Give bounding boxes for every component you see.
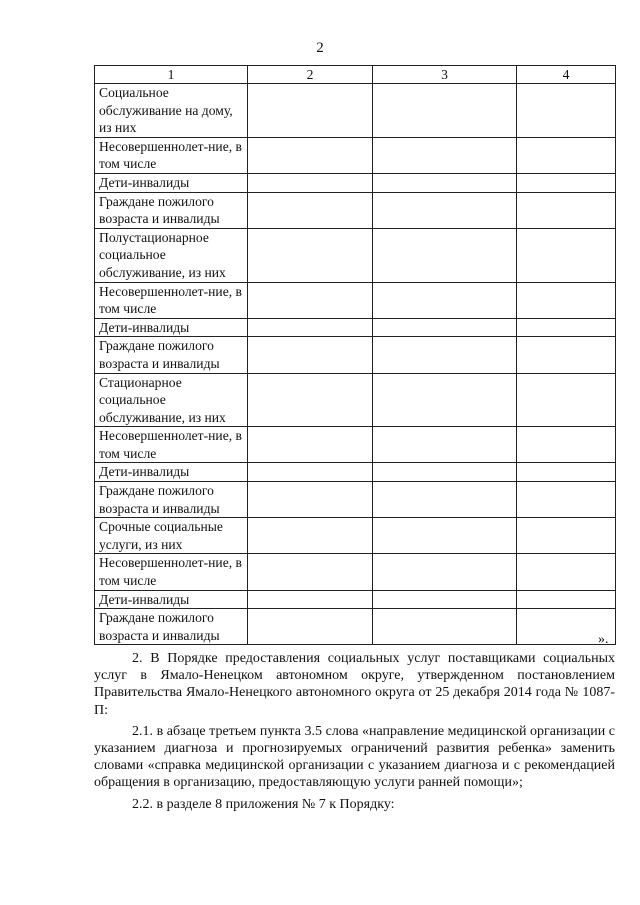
empty-cell-col-2 (248, 518, 373, 554)
row-label: Полустационарное социальное обслуживание, из них (95, 228, 248, 282)
table-row (95, 173, 616, 192)
empty-cell-col-3 (373, 373, 517, 427)
row-label: Дети-инвалиды (95, 590, 248, 609)
empty-cell-col-3 (373, 228, 517, 282)
empty-cell-col-2 (248, 463, 373, 482)
table-row (95, 427, 616, 463)
table-row (95, 590, 616, 609)
table-row (95, 337, 616, 373)
paragraph-2: 2. В Порядке предоставления социальных услуг поставщиками социальных услуг в Ямало-Ненецком автономном округе, утвержденном постановлением Правительства Ямало-Ненецкого автономного округа от 25 декабря 2014 года № 1087-П: (94, 651, 615, 718)
closing-quote: ». (598, 632, 609, 647)
empty-cell-col-2 (248, 318, 373, 337)
empty-cell-col-3 (373, 192, 517, 228)
empty-cell-col-3 (373, 609, 517, 645)
empty-cell-col-3 (373, 590, 517, 609)
empty-cell-col-2 (248, 192, 373, 228)
empty-cell-col-4 (517, 137, 616, 173)
table-row (95, 318, 616, 337)
column-header-3: 3 (373, 66, 517, 84)
table-row (95, 228, 616, 282)
table-row (95, 554, 616, 590)
empty-cell-col-4 (517, 590, 616, 609)
empty-cell-col-2 (248, 554, 373, 590)
empty-cell-col-2 (248, 427, 373, 463)
empty-cell-col-2 (248, 482, 373, 518)
services-table (94, 65, 616, 645)
column-header-2: 2 (248, 66, 373, 84)
paragraph-2-2: 2.2. в разделе 8 приложения № 7 к Порядку: (132, 796, 395, 812)
table-row (95, 518, 616, 554)
row-label: Несовершеннолет-ние, в том числе (95, 554, 248, 590)
empty-cell-col-4 (517, 518, 616, 554)
empty-cell-col-2 (248, 173, 373, 192)
empty-cell-col-4 (517, 554, 616, 590)
empty-cell-col-4 (517, 282, 616, 318)
column-header-1: 1 (95, 66, 248, 84)
table-row (95, 192, 616, 228)
table-row (95, 84, 616, 138)
row-label: Социальное обслуживание на дому, из них (95, 84, 248, 138)
empty-cell-col-4 (517, 318, 616, 337)
empty-cell-col-4 (517, 463, 616, 482)
row-label: Граждане пожилого возраста и инвалиды (95, 192, 248, 228)
empty-cell-col-3 (373, 463, 517, 482)
table-row (95, 373, 616, 427)
table-header-row (95, 66, 616, 84)
empty-cell-col-4 (517, 84, 616, 138)
row-label: Дети-инвалиды (95, 173, 248, 192)
empty-cell-col-2 (248, 84, 373, 138)
body-text (94, 650, 615, 817)
empty-cell-col-4 (517, 337, 616, 373)
table-row (95, 609, 616, 645)
empty-cell-col-2 (248, 337, 373, 373)
empty-cell-col-4 (517, 228, 616, 282)
row-label: Несовершеннолет-ние, в том числе (95, 282, 248, 318)
table-row (95, 137, 616, 173)
empty-cell-col-3 (373, 318, 517, 337)
empty-cell-col-4 (517, 427, 616, 463)
paragraph-2-1: 2.1. в абзаце третьем пункта 3.5 слова «направление медицинской организации с указанием диагноза и прогнозируемых ограничений развития ребенка» заменить словами «справка медицинской организации с указанием диагноза и с рекомендацией обращения в организацию, предоставляющую услуги ранней помощи»; (94, 723, 615, 791)
row-label: Несовершеннолет-ние, в том числе (95, 137, 248, 173)
row-label: Несовершеннолет-ние, в том числе (95, 427, 248, 463)
empty-cell-col-2 (248, 373, 373, 427)
page-number: 2 (316, 40, 324, 56)
empty-cell-col-3 (373, 282, 517, 318)
empty-cell-col-2 (248, 137, 373, 173)
row-label: Граждане пожилого возраста и инвалиды (95, 482, 248, 518)
empty-cell-col-3 (373, 84, 517, 138)
table-row (95, 482, 616, 518)
row-label: Дети-инвалиды (95, 463, 248, 482)
row-label: Граждане пожилого возраста и инвалиды (95, 337, 248, 373)
column-header-4: 4 (517, 66, 616, 84)
empty-cell-col-4 (517, 482, 616, 518)
table-row (95, 282, 616, 318)
empty-cell-col-4 (517, 173, 616, 192)
empty-cell-col-2 (248, 282, 373, 318)
empty-cell-col-2 (248, 228, 373, 282)
empty-cell-col-3 (373, 337, 517, 373)
empty-cell-col-3 (373, 518, 517, 554)
row-label: Стационарное социальное обслуживание, из них (95, 373, 248, 427)
empty-cell-col-3 (373, 427, 517, 463)
table-body (95, 84, 616, 645)
empty-cell-col-3 (373, 554, 517, 590)
empty-cell-col-3 (373, 173, 517, 192)
empty-cell-col-2 (248, 609, 373, 645)
empty-cell-col-2 (248, 590, 373, 609)
empty-cell-col-4 (517, 373, 616, 427)
empty-cell-col-4 (517, 192, 616, 228)
row-label: Срочные социальные услуги, из них (95, 518, 248, 554)
empty-cell-col-3 (373, 482, 517, 518)
table-row (95, 463, 616, 482)
row-label: Граждане пожилого возраста и инвалиды (95, 609, 248, 645)
row-label: Дети-инвалиды (95, 318, 248, 337)
empty-cell-col-3 (373, 137, 517, 173)
